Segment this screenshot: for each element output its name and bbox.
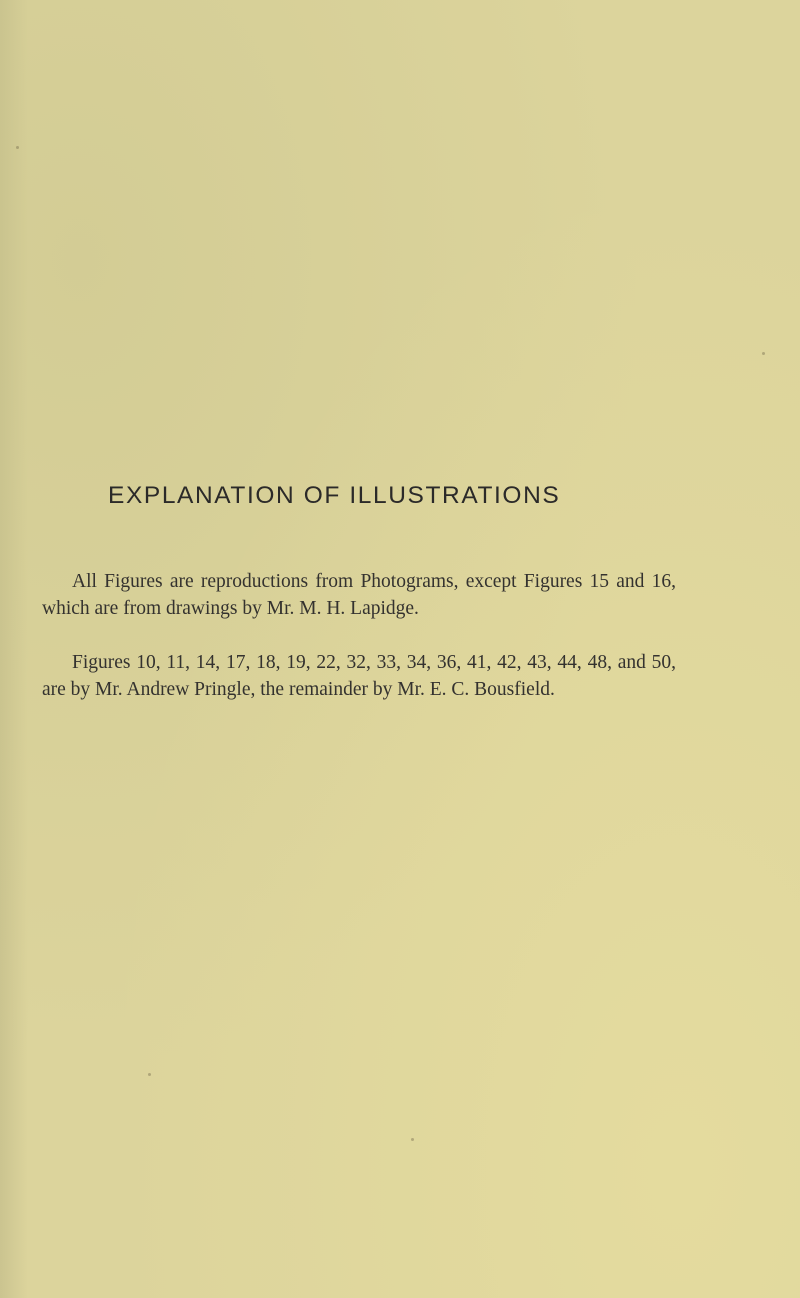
paragraph-figures-credit: Figures 10, 11, 14, 17, 18, 19, 22, 32, 33, 34, 36, 41, 42, 43, 44, 48, and 50, are by Mr. Andrew Pringle, the remainder by Mr. E. C. Bousfield. bbox=[42, 652, 676, 700]
page-heading: EXPLANATION OF ILLUSTRATIONS bbox=[108, 482, 561, 509]
paragraph-photograms-credit: All Figures are reproductions from Photograms, except Figures 15 and 16, which are from drawings by Mr. M. H. Lapidge. bbox=[42, 571, 676, 619]
paper-speck bbox=[148, 1073, 151, 1076]
paper-speck bbox=[411, 1138, 414, 1141]
paper-speck bbox=[762, 352, 765, 355]
paper-speck bbox=[16, 146, 19, 149]
